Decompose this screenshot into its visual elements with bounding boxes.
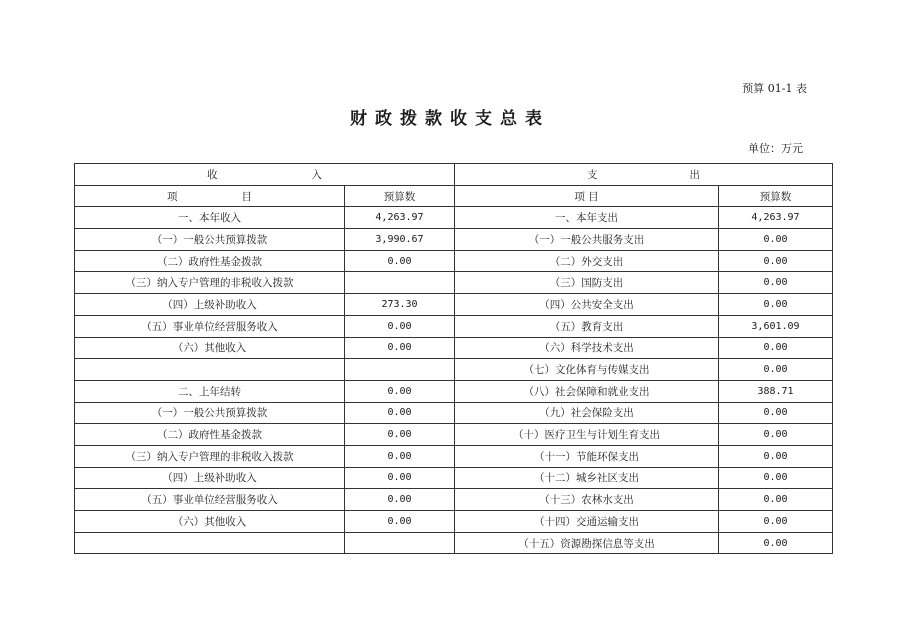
expense-item-cell: （十）医疗卫生与计划生育支出: [455, 424, 719, 446]
expense-value-cell: 0.00: [719, 511, 833, 533]
expense-item-cell: 一、本年支出: [455, 207, 719, 229]
expense-header-char-2: 出: [689, 168, 700, 181]
income-item-cell: [75, 359, 345, 381]
income-value-cell: 4,263.97: [345, 207, 455, 229]
income-value-cell: [345, 272, 455, 294]
income-item-cell: （四）上级补助收入: [75, 467, 345, 489]
income-value-cell: 0.00: [345, 424, 455, 446]
income-value-cell: [345, 359, 455, 381]
income-item-cell: [75, 532, 345, 554]
document-code: 预算 01-1 表: [742, 82, 807, 95]
expense-section-header: [455, 164, 833, 186]
income-item-cell: （三）纳入专户管理的非税收入拨款: [75, 445, 345, 467]
expense-item-cell: （十一）节能环保支出: [455, 445, 719, 467]
income-item-cell: 一、本年收入: [75, 207, 345, 229]
expense-item-cell: （二）外交支出: [455, 250, 719, 272]
expense-item-cell: （十四）交通运输支出: [455, 511, 719, 533]
income-value-cell: 0.00: [345, 337, 455, 359]
budget-table: [74, 163, 833, 554]
expense-item-column-header: 项 目: [455, 185, 719, 207]
income-item-cell: （二）政府性基金拨款: [75, 250, 345, 272]
expense-item-cell: （五）教育支出: [455, 315, 719, 337]
page-title: 财政拨款收支总表: [350, 109, 550, 129]
table-row: [75, 467, 833, 489]
expense-header-char-1: 支: [587, 168, 598, 181]
expense-item-cell: （七）文化体育与传媒支出: [455, 359, 719, 381]
expense-item-cell: （六）科学技术支出: [455, 337, 719, 359]
income-item-cell: （四）上级补助收入: [75, 294, 345, 316]
table-row: [75, 380, 833, 402]
expense-item-cell: （九）社会保险支出: [455, 402, 719, 424]
table-row: [75, 207, 833, 229]
table-row: [75, 337, 833, 359]
expense-item-cell: （十三）农林水支出: [455, 489, 719, 511]
item-header-char-1: 项: [167, 190, 178, 203]
income-value-cell: 273.30: [345, 294, 455, 316]
income-value-cell: 0.00: [345, 511, 455, 533]
expense-value-cell: 4,263.97: [719, 207, 833, 229]
table-row: [75, 250, 833, 272]
expense-value-cell: 0.00: [719, 229, 833, 251]
income-value-cell: 0.00: [345, 250, 455, 272]
income-value-cell: 0.00: [345, 380, 455, 402]
table-row: [75, 315, 833, 337]
income-item-cell: 二、上年结转: [75, 380, 345, 402]
income-value-cell: [345, 532, 455, 554]
table-row: [75, 532, 833, 554]
income-item-cell: （三）纳入专户管理的非税收入拨款: [75, 272, 345, 294]
expense-value-cell: 0.00: [719, 445, 833, 467]
income-section-header: [75, 164, 455, 186]
income-item-cell: （五）事业单位经营服务收入: [75, 489, 345, 511]
column-header-row: [75, 185, 833, 207]
expense-value-cell: 0.00: [719, 424, 833, 446]
expense-item-cell: （四）公共安全支出: [455, 294, 719, 316]
income-item-column-header: [75, 185, 345, 207]
expense-value-cell: 0.00: [719, 294, 833, 316]
table-row: [75, 272, 833, 294]
unit-label: 单位：万元: [748, 142, 803, 155]
expense-value-cell: 0.00: [719, 467, 833, 489]
table-row: [75, 445, 833, 467]
expense-value-cell: 0.00: [719, 250, 833, 272]
table-row: [75, 359, 833, 381]
item-header-char-2: 目: [241, 190, 252, 203]
expense-value-cell: 388.71: [719, 380, 833, 402]
expense-value-cell: 0.00: [719, 489, 833, 511]
income-item-cell: （二）政府性基金拨款: [75, 424, 345, 446]
income-value-cell: 0.00: [345, 467, 455, 489]
income-header-char-2: 入: [311, 168, 322, 181]
expense-value-cell: 3,601.09: [719, 315, 833, 337]
expense-value-cell: 0.00: [719, 272, 833, 294]
income-budget-column-header: 预算数: [345, 185, 455, 207]
income-item-cell: （一）一般公共预算拨款: [75, 402, 345, 424]
expense-item-cell: （十五）资源勘探信息等支出: [455, 532, 719, 554]
income-item-cell: （五）事业单位经营服务收入: [75, 315, 345, 337]
table-row: [75, 511, 833, 533]
expense-item-cell: （八）社会保障和就业支出: [455, 380, 719, 402]
income-item-cell: （六）其他收入: [75, 511, 345, 533]
expense-item-cell: （十二）城乡社区支出: [455, 467, 719, 489]
expense-budget-column-header: 预算数: [719, 185, 833, 207]
expense-item-cell: （三）国防支出: [455, 272, 719, 294]
income-value-cell: 0.00: [345, 315, 455, 337]
table-row: [75, 424, 833, 446]
expense-value-cell: 0.00: [719, 337, 833, 359]
expense-value-cell: 0.00: [719, 359, 833, 381]
table-row: [75, 402, 833, 424]
income-value-cell: 0.00: [345, 445, 455, 467]
expense-value-cell: 0.00: [719, 532, 833, 554]
income-item-cell: （六）其他收入: [75, 337, 345, 359]
income-header-char-1: 收: [207, 168, 218, 181]
income-item-cell: （一）一般公共预算拨款: [75, 229, 345, 251]
income-value-cell: 0.00: [345, 402, 455, 424]
income-value-cell: 0.00: [345, 489, 455, 511]
income-value-cell: 3,990.67: [345, 229, 455, 251]
table-row: [75, 229, 833, 251]
expense-value-cell: 0.00: [719, 402, 833, 424]
table-row: [75, 294, 833, 316]
expense-item-cell: （一）一般公共服务支出: [455, 229, 719, 251]
table-row: [75, 489, 833, 511]
section-header-row: [75, 164, 833, 186]
